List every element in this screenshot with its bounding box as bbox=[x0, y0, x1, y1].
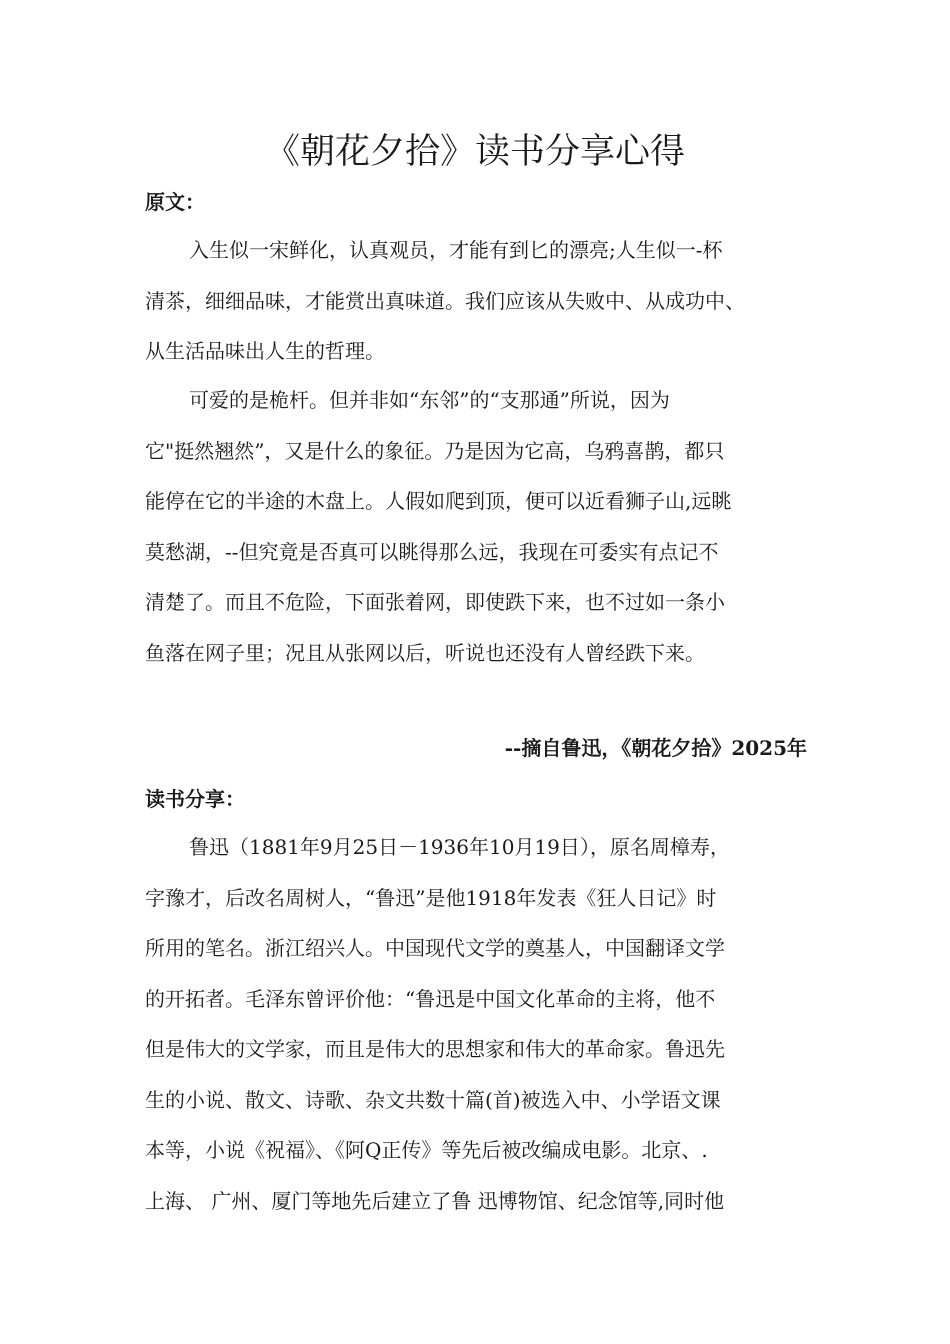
original-paragraph-1 bbox=[145, 225, 810, 377]
text-line: 入生似一宋鲜化，认真观员，才能有到匕的漂亮;人生似一-杯 bbox=[189, 238, 723, 262]
text-line: 本等，小说《祝福》、《阿Q正传》等先后被改编成电影。北京、. bbox=[145, 1138, 708, 1162]
text-line: 清楚了。而且不危险，下面张着网，即使跌下来，也不过如一条小 bbox=[145, 590, 725, 614]
text-line: 生的小说、散文、诗歌、杂文共数十篇(首)被选入中、小学语文课 bbox=[145, 1087, 721, 1112]
original-heading: 原文： bbox=[145, 190, 205, 214]
text-line: 莫愁湖，--但究竟是否真可以眺得那么远，我现在可委实有点记不 bbox=[145, 539, 719, 564]
sharing-paragraph bbox=[145, 822, 810, 1226]
text-line: 从生活品味出人生的哲理。 bbox=[145, 339, 385, 363]
original-paragraph-2 bbox=[145, 375, 810, 678]
text-line: 鱼落在网子里；况且从张网以后，听说也还没有人曾经跌下来。 bbox=[145, 640, 705, 665]
text-line: 清茶，细细品味，才能赏出真味道。我们应该从失败中、从成功中、 bbox=[145, 288, 745, 313]
document-title: 《朝花夕拾》读书分享心得 bbox=[264, 132, 685, 172]
text-line: 的开拓者。毛泽东曾评价他：“鲁迅是中国文化革命的主将，他不 bbox=[145, 986, 716, 1011]
text-line: 可爱的是桅杆。但并非如“东邻”的“支那通”所说，因为 bbox=[189, 388, 670, 412]
source-attribution: --摘自鲁迅，《朝花夕拾》2025年 bbox=[504, 736, 807, 760]
text-line: 上海、 广州、厦门等地先后建立了鲁 迅博物馆、纪念馆等,同时他 bbox=[145, 1188, 725, 1213]
text-line: 但是伟大的文学家，而且是伟大的思想家和伟大的革命家。鲁迅先 bbox=[145, 1037, 725, 1061]
text-line: 能停在它的半途的木盘上。人假如爬到顶，便可以近看狮子山,远眺 bbox=[145, 489, 732, 513]
text-line: 所用的笔名。浙江绍兴人。中国现代文学的奠基人，中国翻译文学 bbox=[145, 936, 725, 960]
text-line: 字豫才，后改名周树人，“鲁迅”是他1918年发表《狂人日记》时 bbox=[145, 885, 717, 910]
sharing-heading: 读书分享： bbox=[145, 787, 245, 811]
text-line: 鲁迅（1881年9月25日－1936年10月19日），原名周樟寿， bbox=[189, 835, 730, 859]
text-line: 它"挺然翘然”，又是什么的象征。乃是因为它高，乌鸦喜鹊，都只 bbox=[145, 438, 725, 463]
